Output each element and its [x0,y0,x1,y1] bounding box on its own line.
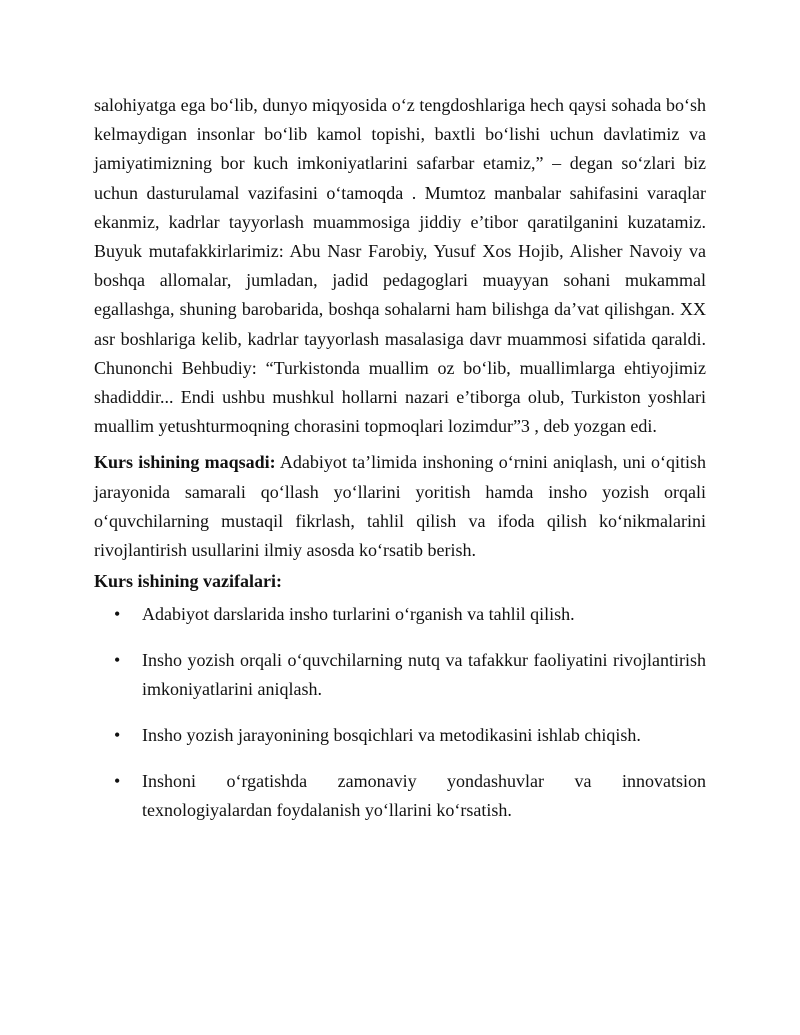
list-item [94,767,706,825]
goal-label: Kurs ishining maqsadi: [94,452,276,473]
bullet-icon: • [114,650,121,671]
tasks-heading: Kurs ishining vazifalari: [94,571,283,592]
list-item-text: Insho yozish orqali o‘quvchilarning nutq va tafakkur faoliyatini rivojlantirish imkoniyatlarini aniqlash. [142,650,706,700]
goal-text: Adabiyot ta’limida inshoning o‘rnini aniqlash, uni o‘qitish jarayonida samarali qo‘llash yo‘llarini yoritish hamda insho yozish orqali o‘quvchilarning mustaqil fikrlash, tahlil qilish va ifoda qilish ko‘nikmalarini rivojlantirish usullarini ilmiy asosda ko‘rsatib berish. [94,452,707,561]
list-item-text: Adabiyot darslarida insho turlarini o‘rganish va tahlil qilish. [142,604,575,625]
list-item [94,721,706,750]
bullet-icon: • [114,604,121,625]
intro-paragraph: salohiyatga ega bo‘lib, dunyo miqyosida o‘z tengdoshlariga hech qaysi sohada bo‘sh kelmaydigan insonlar bo‘lib kamol topishi, baxtli bo‘lishi uchun davlatimiz va jamiyatimizning bor kuch imkoniyatlarini safarbar etamiz,” – degan so‘zlari biz uchun dasturulamal vazifasini o‘tamoqda . Mumtoz manbalar sahifasini varaqlar ekanmiz, kadrlar tayyorlash muammosiga jiddiy e’tibor qaratilganini kuzatamiz. Buyuk mutafakkirlarimiz: Abu Nasr Farobiy, Yusuf Xos Hojib, Alisher Navoiy va boshqa allomalar, jumladan, jadid pedagoglari muayyan sohani mukammal egallashga, shuning barobarida, boshqa sohalarni ham bilishga da’vat qilishgan. XX asr boshlariga kelib, kadrlar tayyorlash masalasiga davr muammosi sifatida qaraldi. Chunonchi Behbudiy: “Turkistonda muallim oz bo‘lib, muallimlarga ehtiyojimiz shadiddir... Endi ushbu mushkul hollarni nazari e’tiborga olub, Turkiston yoshlari muallim yetushturmoqning chorasini topmoqlari lozimdur”3 , deb yozgan edi. [94,95,706,437]
tasks-list [94,600,706,825]
list-item-text: Insho yozish jarayonining bosqichlari va metodikasini ishlab chiqish. [142,725,641,746]
list-item-text: Inshoni o‘rgatishda zamonaviy yondashuvlar va innovatsion texnologiyalardan foydalanish yo‘llarini ko‘rsatish. [142,771,706,821]
document-page [94,91,706,842]
bullet-icon: • [114,725,121,746]
bullet-icon: • [114,771,121,792]
goal-paragraph [94,448,706,565]
list-item [94,600,706,629]
list-item [94,646,706,704]
